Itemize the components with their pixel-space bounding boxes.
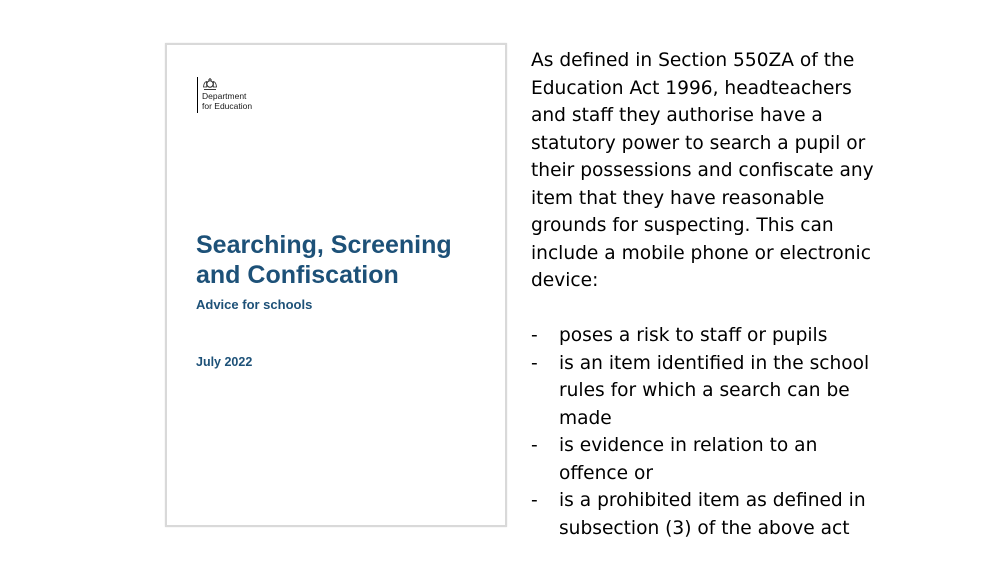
document-date: July 2022	[196, 355, 253, 369]
slide-body-text	[531, 47, 881, 542]
list-item-text: is a prohibited item as defined in subsection (3) of the above act	[559, 490, 866, 539]
list-item	[531, 322, 881, 350]
intro-paragraph: As defined in Section 550ZA of the Education Act 1996, headteachers and staff they authorise have a statutory power to search a pupil or their possessions and confiscate any item that they have reasonable grounds for suspecting. This can include a mobile phone or electronic device:	[531, 50, 874, 291]
royal-crest-icon	[202, 77, 218, 91]
criteria-list	[531, 322, 881, 542]
document-title-line1: Searching, Screening	[196, 231, 452, 259]
bullet-marker: -	[531, 352, 538, 374]
list-item	[531, 432, 881, 487]
list-item-text: is an item identified in the school rules for which a search can be made	[559, 352, 870, 429]
document-title	[196, 230, 496, 290]
document-title-line2: and Confiscation	[196, 261, 399, 289]
dfe-logo	[197, 77, 252, 113]
bullet-marker: -	[531, 325, 538, 346]
logo-text-line1: Department	[202, 91, 247, 101]
document-subtitle: Advice for schools	[196, 297, 313, 312]
list-item	[531, 350, 881, 433]
list-item-text: poses a risk to staff or pupils	[559, 325, 828, 346]
bullet-marker: -	[531, 490, 538, 511]
document-cover-image	[165, 43, 507, 527]
list-item-text: is evidence in relation to an offence or	[559, 435, 818, 484]
logo-text-line2: for Education	[202, 100, 253, 111]
list-item	[531, 487, 881, 542]
bullet-marker: -	[531, 435, 538, 456]
logo-divider	[197, 77, 198, 113]
